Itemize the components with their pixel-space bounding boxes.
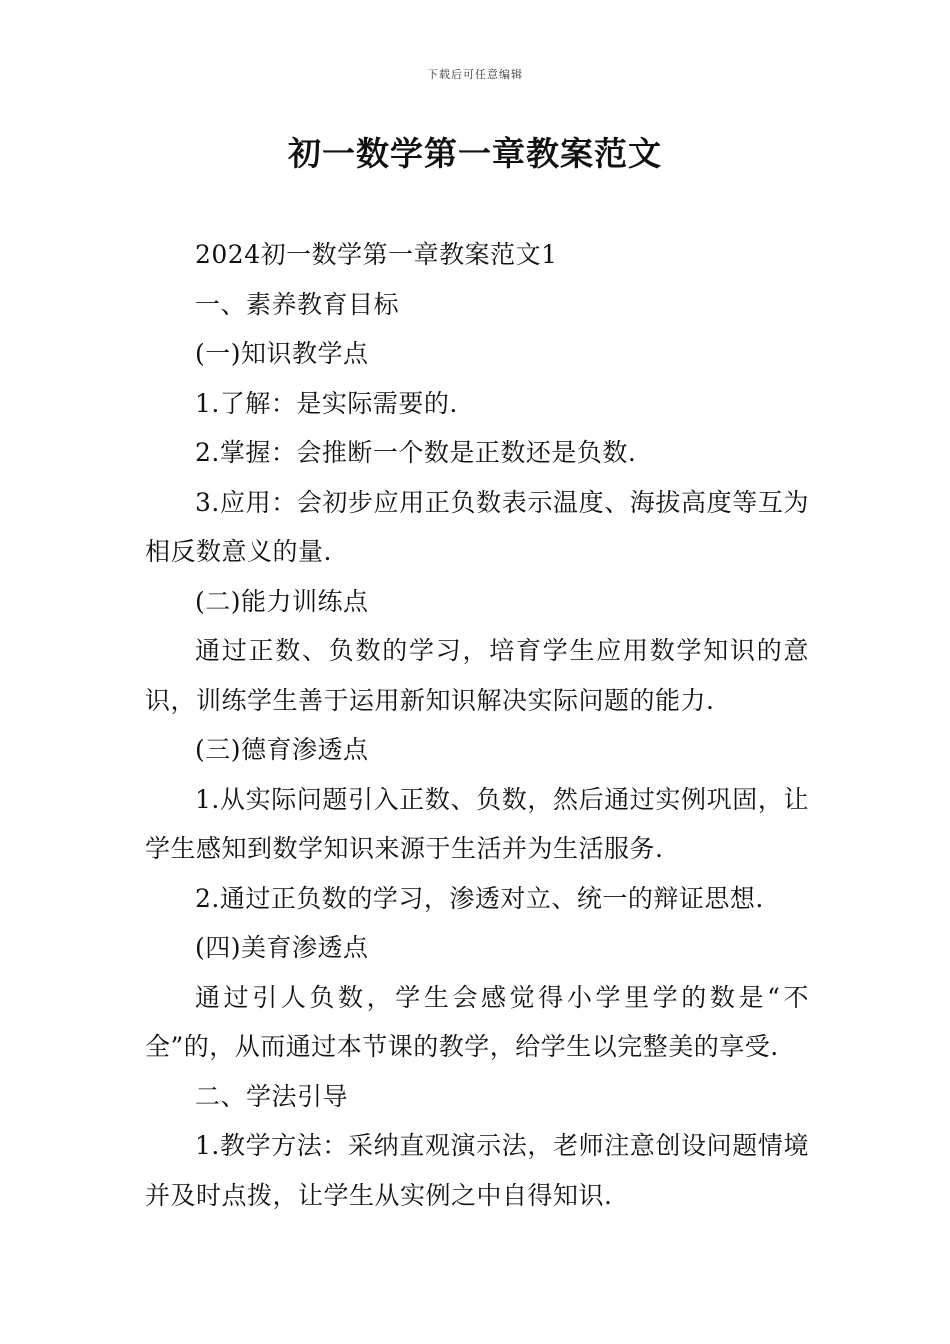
subsection-heading: (四)美育渗透点 bbox=[195, 933, 369, 962]
subsection-heading: (一)知识教学点 bbox=[195, 339, 369, 368]
paragraph: 通过引人负数，学生会感觉得小学里学的数是“不全”的，从而通过本节课的教学，给学生以完整美的享受. bbox=[145, 982, 809, 1061]
subsection-heading: (三)德育渗透点 bbox=[195, 735, 369, 764]
paragraph-heading: 2024初一数学第一章教案范文1 bbox=[195, 240, 558, 269]
paragraph: 2.掌握：会推断一个数是正数还是负数. bbox=[195, 438, 637, 467]
section-heading: 一、素养教育目标 bbox=[195, 289, 400, 319]
paragraph: 1.从实际问题引入正数、负数，然后通过实例巩固，让学生感知到数学知识来源于生活并为生活服务. bbox=[145, 784, 809, 863]
paragraph: 1.教学方法：采纳直观演示法，老师注意创设问题情境并及时点拨，让学生从实例之中自得知识. bbox=[145, 1131, 809, 1210]
subsection-heading: (二)能力训练点 bbox=[195, 586, 369, 616]
header-note: 下载后可任意编辑 bbox=[427, 68, 523, 81]
document-title: 初一数学第一章教案范文 bbox=[288, 134, 662, 173]
paragraph: 2.通过正负数的学习，渗透对立、统一的辩证思想. bbox=[195, 883, 764, 913]
paragraph: 通过正数、负数的学习，培育学生应用数学知识的意识，训练学生善于运用新知识解决实际问题的能力. bbox=[145, 636, 809, 715]
section-heading: 二、学法引导 bbox=[195, 1081, 349, 1111]
paragraph: 3.应用：会初步应用正负数表示温度、海拔高度等互为相反数意义的量. bbox=[145, 487, 809, 566]
document-body bbox=[145, 230, 809, 1220]
paragraph: 1.了解：是实际需要的. bbox=[195, 388, 458, 418]
